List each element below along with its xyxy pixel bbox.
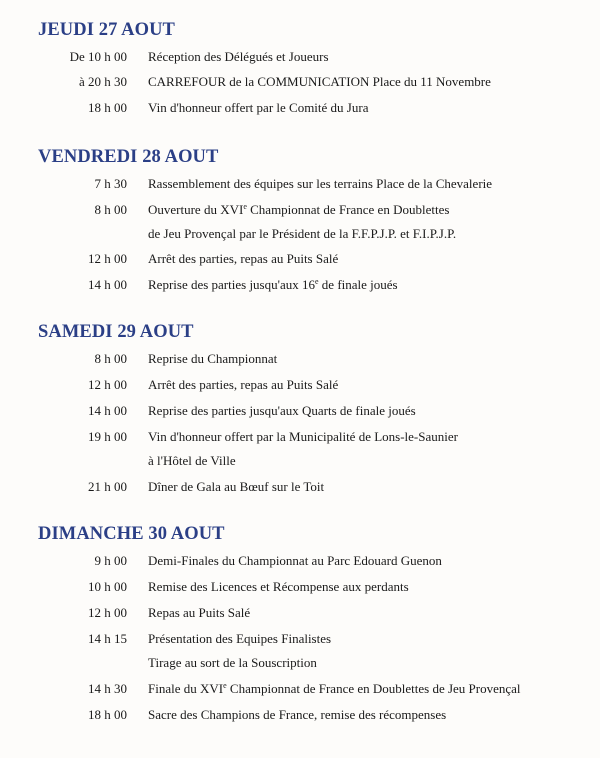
event-time: 10 h 00	[88, 579, 127, 594]
event-time: 8 h 00	[94, 351, 127, 366]
event-row	[0, 429, 600, 449]
event-row	[0, 100, 600, 120]
event-row	[0, 74, 600, 94]
event-desc-part: Reprise des parties jusqu'aux 16	[148, 277, 315, 292]
event-row	[0, 631, 600, 651]
event-desc: Vin d'honneur offert par le Comité du Jura	[148, 100, 369, 115]
event-time: 18 h 00	[88, 100, 127, 115]
event-time: à 20 h 30	[78, 74, 127, 89]
event-desc: Reprise des parties jusqu'aux Quarts de finale joués	[148, 403, 416, 418]
event-row	[0, 277, 600, 297]
event-row	[0, 579, 600, 599]
event-time: 9 h 00	[94, 553, 127, 568]
event-desc: de Jeu Provençal par le Président de la F.F.P.J.P. et F.I.P.J.P.	[148, 226, 457, 241]
event-time: 18 h 00	[88, 707, 127, 722]
event-time: 14 h 30	[88, 681, 127, 696]
event-time: 19 h 00	[88, 429, 127, 444]
event-row-continued	[0, 453, 600, 473]
event-desc: à l'Hôtel de Ville	[148, 453, 236, 468]
event-desc: Réception des Délégués et Joueurs	[148, 49, 329, 64]
event-time: 12 h 00	[88, 605, 127, 620]
event-desc: Remise des Licences et Récompense aux perdants	[148, 579, 409, 594]
event-desc: Arrêt des parties, repas au Puits Salé	[148, 377, 339, 392]
event-row	[0, 605, 600, 625]
event-desc: Arrêt des parties, repas au Puits Salé	[148, 251, 339, 266]
event-desc	[148, 681, 521, 697]
event-time: 7 h 30	[94, 176, 127, 191]
event-desc-part: Championnat de France en Doublettes de Jeu Provençal	[226, 681, 521, 696]
event-desc: Repas au Puits Salé	[148, 605, 251, 620]
event-desc: Sacre des Champions de France, remise des récompenses	[148, 707, 447, 722]
event-row	[0, 351, 600, 371]
superscript: e	[243, 202, 247, 211]
event-time: 21 h 00	[88, 479, 127, 494]
event-time: 12 h 00	[88, 377, 127, 392]
event-desc: Rassemblement des équipes sur les terrains Place de la Chevalerie	[148, 176, 493, 191]
superscript: e	[223, 681, 227, 690]
superscript: e	[314, 277, 319, 286]
event-desc	[148, 202, 449, 218]
event-time: 8 h 00	[94, 202, 127, 217]
day-title-dimanche: DIMANCHE 30 AOUT	[38, 524, 225, 544]
day-title-jeudi: JEUDI 27 AOUT	[38, 20, 175, 40]
event-row	[0, 202, 600, 222]
event-desc: Tirage au sort de la Souscription	[148, 655, 317, 670]
event-desc: Demi-Finales du Championnat au Parc Edouard Guenon	[148, 553, 442, 568]
event-row-continued	[0, 655, 600, 675]
event-row	[0, 553, 600, 573]
event-time: De 10 h 00	[69, 49, 127, 64]
event-row-continued	[0, 226, 600, 246]
event-row	[0, 377, 600, 397]
event-time: 12 h 00	[88, 251, 127, 266]
event-row	[0, 403, 600, 423]
event-desc: CARREFOUR de la COMMUNICATION Place du 11 Novembre	[148, 74, 491, 89]
day-title-samedi: SAMEDI 29 AOUT	[38, 322, 194, 342]
event-row	[0, 681, 600, 701]
event-desc: Vin d'honneur offert par la Municipalité de Lons-le-Saunier	[148, 429, 458, 444]
event-row	[0, 707, 600, 727]
event-time: 14 h 00	[88, 403, 127, 418]
event-desc	[148, 277, 398, 293]
day-title-vendredi: VENDREDI 28 AOUT	[38, 147, 219, 167]
event-desc: Reprise du Championnat	[148, 351, 278, 366]
event-desc: Présentation des Equipes Finalistes	[148, 631, 332, 646]
event-desc-part: de finale joués	[318, 277, 398, 292]
event-row	[0, 479, 600, 499]
event-desc-part: Finale du XVI	[148, 681, 224, 696]
event-row	[0, 251, 600, 271]
event-time: 14 h 15	[88, 631, 127, 646]
event-time: 14 h 00	[88, 277, 127, 292]
event-row	[0, 49, 600, 69]
event-desc-part: Ouverture du XVI	[148, 202, 244, 217]
event-row	[0, 176, 600, 196]
event-desc-part: Championnat de France en Doublettes	[246, 202, 450, 217]
event-desc: Dîner de Gala au Bœuf sur le Toit	[148, 479, 325, 494]
